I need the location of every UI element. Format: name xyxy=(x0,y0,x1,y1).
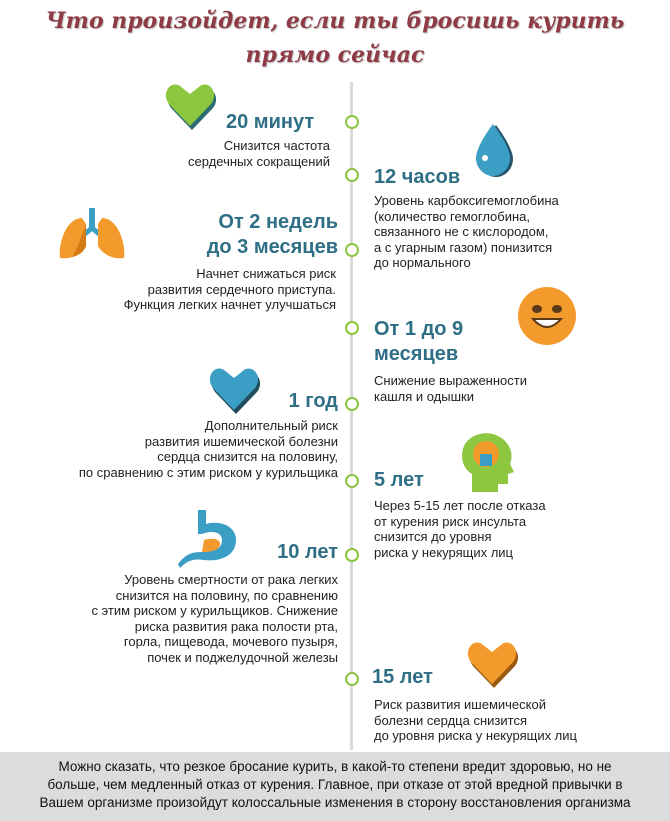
timeline-dot-5-years xyxy=(345,474,359,488)
desc-5-years: Через 5-15 лет после отказа от курения риск инсульта снизится до уровня риска у некурящих лиц xyxy=(374,498,546,560)
lungs-icon xyxy=(56,204,128,264)
timeline-dot-20-min xyxy=(345,115,359,129)
timeline-dot-2-weeks xyxy=(345,243,359,257)
heading-10-years: 10 лет xyxy=(277,541,338,563)
timeline-dot-15-years xyxy=(345,672,359,686)
heading-2-weeks: От 2 недель до 3 месяцев xyxy=(206,211,338,258)
heading-1-year: 1 год xyxy=(288,390,338,412)
heading-5-years: 5 лет xyxy=(374,469,424,491)
heart-icon xyxy=(164,82,216,130)
desc-1-year: Дополнительный риск развития ишемической болезни сердца снизится на половину, по сравнению с этим риском у курильщика xyxy=(78,418,338,480)
title-line-1: Что произойдет, если ты бросишь курить xyxy=(45,8,625,34)
heading-20-min: 20 минут xyxy=(226,111,315,133)
desc-15-years: Риск развития ишемической болезни сердца снизится до уровня риска у некурящих лиц xyxy=(374,697,577,743)
desc-20-min: Снизится частота сердечных сокращений xyxy=(188,138,330,169)
timeline-dot-10-years xyxy=(345,548,359,562)
title-line-2: прямо сейчас xyxy=(245,42,425,68)
heading-12-hours: 12 часов xyxy=(374,166,461,188)
footer-note: Можно сказать, что резкое бросание курить, в какой-то степени вредит здоровью, но не больше, чем медленный отказ от курения. Главное, при отказе от этой вредной привычки в Вашем организме произойдут колоссальные изменения в сторону восстановления организма xyxy=(0,752,670,821)
timeline-dot-1-9-months xyxy=(345,321,359,335)
desc-2-weeks: Начнет снижаться риск развития сердечного приступа. Функция легких начнет улучшаться xyxy=(123,266,336,312)
heart-icon xyxy=(464,640,520,688)
heading-15-years: 15 лет xyxy=(372,666,433,688)
timeline-line xyxy=(350,82,353,750)
desc-12-hours: Уровень карбоксигемоглобина (количество гемоглобина, связанного не с кислородом, а с угарным газом) понизится до нормального xyxy=(374,193,559,270)
water-drop-icon xyxy=(470,122,516,178)
timeline-dot-1-year xyxy=(345,397,359,411)
heading-1-9-months: От 1 до 9 месяцев xyxy=(374,318,464,365)
desc-10-years: Уровень смертности от рака легких снизится на половину, по сравнению с этим риском у курильщиков. Снижение риска развития рака полости рта, горла, пищевода, мочевого пузыря, почек и поджелудочной железы xyxy=(91,572,338,665)
smiley-icon xyxy=(516,285,578,347)
head-brain-icon xyxy=(458,430,518,494)
timeline-dot-12-hours xyxy=(345,168,359,182)
desc-1-9-months: Снижение выраженности кашля и одышки xyxy=(374,373,527,404)
